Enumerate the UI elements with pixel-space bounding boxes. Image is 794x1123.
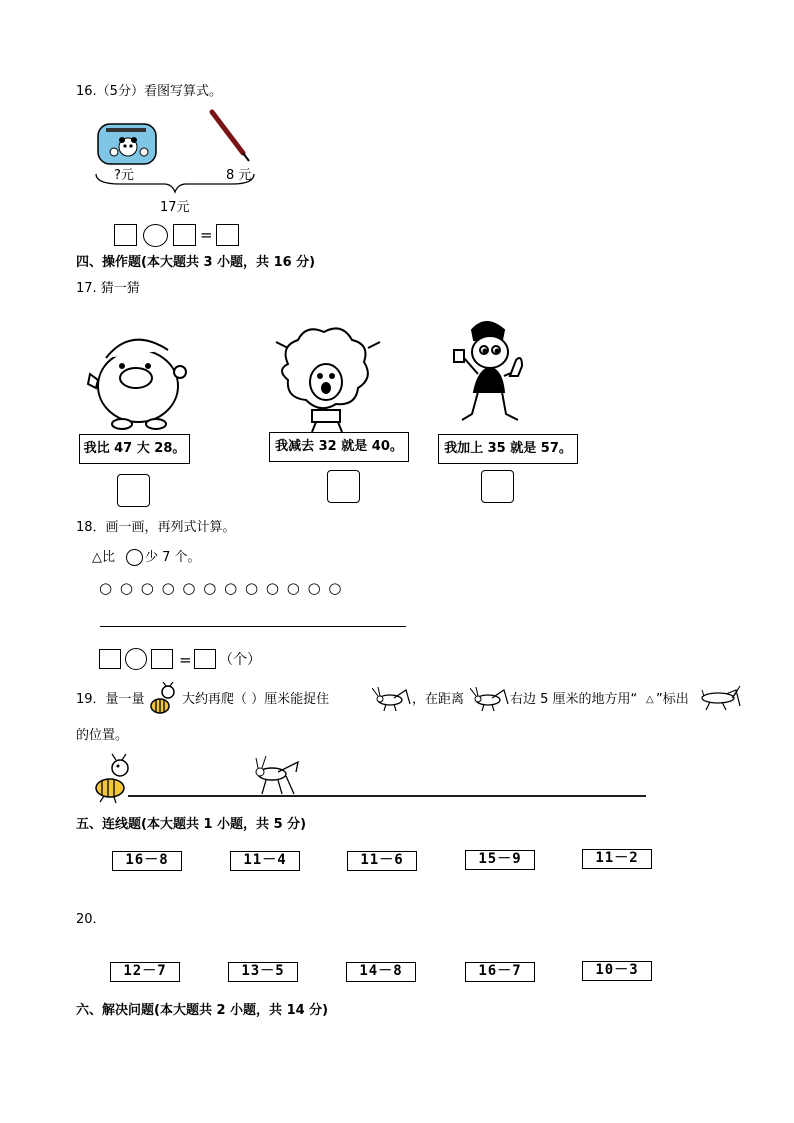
- match-card-top-1[interactable]: 16－8: [112, 851, 182, 871]
- q16-answer-box-1[interactable]: [114, 224, 137, 246]
- q18-answer-box-2[interactable]: [151, 649, 173, 669]
- triangle-symbol: △: [646, 694, 654, 705]
- cricket-icon: [470, 686, 510, 712]
- q17-title: 17. 猜一猜: [76, 281, 140, 296]
- character-sheep-illustration: [276, 328, 380, 432]
- speech-bubble-3: 我加上 35 就是 57。: [438, 434, 578, 464]
- q18-operator-circle[interactable]: [125, 648, 147, 670]
- match-card-top-5[interactable]: 11－2: [582, 849, 652, 869]
- speech-bubble-1: 我比 47 大 28。: [79, 434, 190, 464]
- match-card-bottom-4[interactable]: 16－7: [465, 962, 535, 982]
- q17-answer-box-2[interactable]: [327, 470, 360, 503]
- q19-text-line2: 的位置。: [76, 728, 129, 743]
- match-card-top-2[interactable]: 11－4: [230, 851, 300, 871]
- q18-unit: （个）: [219, 652, 261, 668]
- q18-answer-box-1[interactable]: [99, 649, 121, 669]
- pencil-case-illustration: [98, 124, 156, 164]
- q18-answer-box-3[interactable]: [194, 649, 216, 669]
- q18-hint-end: 少 7 个。: [145, 550, 201, 565]
- q16-pen-price: 8 元: [226, 168, 252, 183]
- pen-illustration: [212, 112, 249, 161]
- q16-operator-circle[interactable]: [143, 224, 168, 247]
- q18-circle-row: ○ ○ ○ ○ ○ ○ ○ ○ ○ ○ ○ ○: [99, 579, 343, 597]
- character-chick-illustration: [88, 340, 186, 429]
- q16-answer-box-2[interactable]: [173, 224, 196, 246]
- circle-symbol-icon: [126, 549, 143, 566]
- q18-equals-sign: =: [179, 651, 192, 669]
- q17-answer-box-1[interactable]: [117, 474, 150, 507]
- q18-drawing-line[interactable]: [100, 626, 406, 627]
- match-card-bottom-2[interactable]: 13－5: [228, 962, 298, 982]
- q17-answer-box-3[interactable]: [481, 470, 514, 503]
- q16-unknown-price: ?元: [114, 168, 134, 183]
- q20-number: 20．: [76, 912, 106, 927]
- q16-answer-box-3[interactable]: [216, 224, 239, 246]
- q19-text-a: 19．量一量: [76, 692, 145, 707]
- section-5-heading: 五、连线题(本大题共 1 小题，共 5 分): [76, 817, 307, 832]
- speech-bubble-2: 我减去 32 就是 40。: [269, 432, 409, 462]
- q19-measuring-picture: [90, 752, 650, 808]
- character-boy-illustration: [454, 322, 522, 420]
- ant-icon: [148, 682, 180, 716]
- grasshopper-icon: [696, 684, 744, 712]
- section-4-heading: 四、操作题(本大题共 3 小题，共 16 分): [76, 255, 316, 270]
- ant-on-line-illustration: [96, 754, 128, 803]
- cricket-on-line-illustration: [256, 756, 298, 794]
- q16-title: 16.（5分）看图写算式。: [76, 84, 222, 99]
- section-6-heading: 六、解决问题(本大题共 2 小题，共 14 分): [76, 1003, 329, 1018]
- q16-total: 17元: [160, 200, 190, 215]
- match-card-top-3[interactable]: 11－6: [347, 851, 417, 871]
- q19-text-b: 大约再爬（ ）厘米能捉住: [182, 692, 330, 707]
- q18-hint-start: △比: [92, 550, 115, 565]
- q16-equals-sign: =: [200, 226, 213, 244]
- q19-text-c: ，在距离: [412, 692, 465, 707]
- cricket-icon: [372, 686, 412, 712]
- q19-text-e: ”标出: [656, 692, 689, 707]
- q18-title: 18．画一画，再列式计算。: [76, 520, 236, 535]
- match-card-bottom-1[interactable]: 12－7: [110, 962, 180, 982]
- match-card-bottom-5[interactable]: 10－3: [582, 961, 652, 981]
- q19-text-d: 右边 5 厘米的地方用“: [510, 692, 638, 707]
- match-card-top-4[interactable]: 15－9: [465, 850, 535, 870]
- match-card-bottom-3[interactable]: 14－8: [346, 962, 416, 982]
